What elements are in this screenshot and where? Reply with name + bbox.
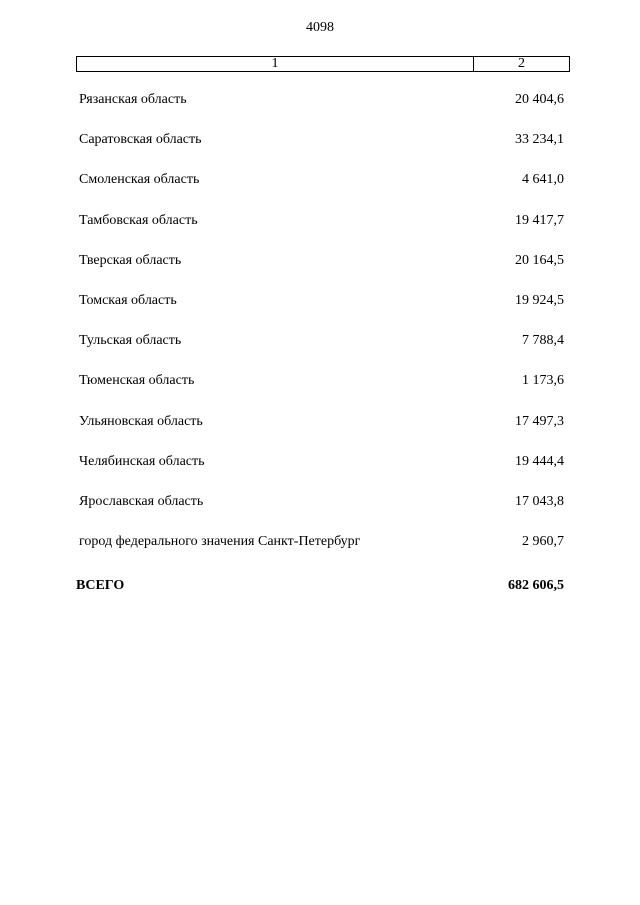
region-value: 1 173,6 bbox=[522, 373, 564, 389]
region-value: 33 234,1 bbox=[515, 132, 564, 148]
table-row bbox=[0, 251, 640, 291]
region-value: 2 960,7 bbox=[522, 534, 564, 550]
table-row bbox=[0, 211, 640, 251]
region-value: 4 641,0 bbox=[522, 172, 564, 188]
region-name: Саратовская область bbox=[79, 132, 202, 148]
region-value: 17 043,8 bbox=[515, 493, 564, 509]
table-row bbox=[0, 130, 640, 170]
region-value: 7 788,4 bbox=[522, 333, 564, 349]
table-row bbox=[0, 170, 640, 210]
total-value: 682 606,5 bbox=[508, 578, 564, 593]
region-name: Томская область bbox=[79, 292, 177, 308]
region-name: Тамбовская область bbox=[79, 212, 198, 228]
table-row bbox=[0, 492, 640, 532]
region-value: 19 417,7 bbox=[515, 212, 564, 228]
region-value: 17 497,3 bbox=[515, 413, 564, 429]
table-row bbox=[0, 90, 640, 130]
table-row bbox=[0, 291, 640, 331]
column-header-2: 2 bbox=[518, 56, 525, 71]
region-name: город федерального значения Санкт-Петербург bbox=[79, 534, 361, 550]
region-value: 19 444,4 bbox=[515, 453, 564, 469]
region-name: Ярославская область bbox=[79, 493, 204, 509]
table-row bbox=[0, 532, 640, 572]
table-row bbox=[0, 371, 640, 411]
region-name: Смоленская область bbox=[79, 172, 200, 188]
table-row bbox=[0, 452, 640, 492]
region-value: 19 924,5 bbox=[515, 292, 564, 308]
region-value: 20 404,6 bbox=[515, 92, 564, 107]
total-label: ВСЕГО bbox=[76, 578, 125, 593]
page-number: 4098 bbox=[306, 20, 334, 35]
table-row bbox=[0, 331, 640, 371]
region-name: Челябинская область bbox=[79, 453, 205, 469]
region-name: Тульская область bbox=[79, 333, 182, 349]
column-header-1: 1 bbox=[77, 57, 474, 71]
region-value: 20 164,5 bbox=[515, 252, 564, 268]
table-row bbox=[0, 412, 640, 452]
table-body bbox=[0, 90, 640, 572]
table-header bbox=[76, 56, 570, 72]
region-name: Тверская область bbox=[79, 252, 182, 268]
region-name: Тюменская область bbox=[79, 373, 195, 389]
region-name: Рязанская область bbox=[79, 92, 187, 107]
region-name: Ульяновская область bbox=[79, 413, 203, 429]
